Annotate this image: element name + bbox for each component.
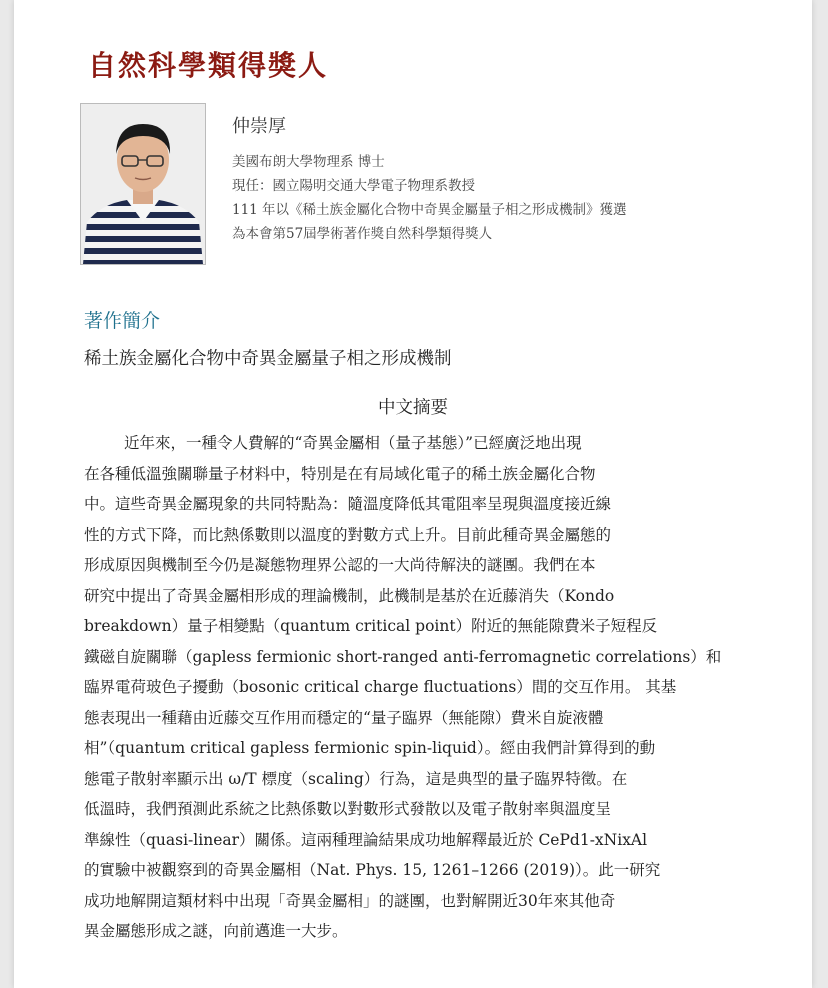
section-heading: 著作簡介 (84, 310, 161, 332)
abstract-line: 成功地解開這類材料中出現「奇異金屬相」的謎團，也對解開近30年來其他奇 (84, 891, 616, 910)
abstract-line: 態表現出一種藉由近藤交互作用而穩定的“量子臨界（無能隙）費米自旋液體 (84, 708, 604, 727)
abstract-line: 態電子散射率顯示出 ω/T 標度（scaling）行為，這是典型的量子臨界特徵。在 (84, 769, 628, 788)
profile-award-line-2: 為本會第57屆學術著作獎自然科學類得獎人 (232, 226, 493, 242)
page-title: 自然科學類得獎人 (88, 49, 329, 82)
abstract-line: 形成原因與機制至今仍是凝態物理界公認的一大尚待解決的謎團。我們在本 (84, 556, 596, 574)
abstract-body (84, 428, 748, 947)
work-title: 稀土族金屬化合物中奇異金屬量子相之形成機制 (84, 349, 452, 369)
abstract-line: 近年來，一種令人費解的“奇異金屬相（量子基態）”已經廣泛地出現 (124, 434, 582, 452)
profile-info (232, 112, 627, 246)
abstract-line: 在各種低溫強關聯量子材料中，特別是在有局域化電子的稀土族金屬化合物 (84, 464, 596, 483)
abstract-line: 研究中提出了奇異金屬相形成的理論機制，此機制是基於在近藤消失（Kondo (84, 586, 615, 605)
abstract-line: 的實驗中被觀察到的奇異金屬相（Nat. Phys. 15, 1261–1266 (2019)）。此一研究 (84, 861, 661, 879)
abstract-line: 臨界電荷玻色子擾動（bosonic critical charge fluctuations）間的交互作用。 其基 (84, 678, 677, 696)
profile-award-line-1: 111 年以《稀土族金屬化合物中奇異金屬量子相之形成機制》獲選 (232, 202, 627, 218)
abstract-line: 性的方式下降，而比熱係數則以溫度的對數方式上升。目前此種奇異金屬態的 (84, 525, 612, 544)
awardee-name: 仲崇厚 (232, 116, 286, 137)
abstract-line: 相”（quantum critical gapless fermionic spin-liquid）。經由我們計算得到的動 (84, 739, 656, 757)
abstract-line: 準線性（quasi-linear）關係。這兩種理論結果成功地解釋最近於 CePd1-xNixAl (84, 830, 648, 849)
abstract-line: 中。這些奇異金屬現象的共同特點為：隨溫度降低其電阻率呈現與溫度接近線 (84, 495, 612, 513)
abstract-line: 低溫時，我們預測此系統之比熱係數以對數形式發散以及電子散射率與溫度呈 (84, 800, 612, 818)
profile-degree: 美國布朗大學物理系 博士 (232, 154, 385, 170)
abstract-line: 異金屬態形成之謎，向前邁進一大步。 (84, 922, 348, 940)
abstract-heading: 中文摘要 (378, 398, 448, 418)
abstract-line: breakdown）量子相變點（quantum critical point）附近的無能隙費米子短程反 (84, 617, 658, 635)
abstract-line: 鐵磁自旋關聯（gapless fermionic short-ranged anti-ferromagnetic correlations）和 (84, 647, 722, 666)
portrait-photo (80, 103, 206, 265)
document-page (14, 0, 812, 988)
profile-position: 現任：國立陽明交通大學電子物理系教授 (232, 178, 475, 194)
